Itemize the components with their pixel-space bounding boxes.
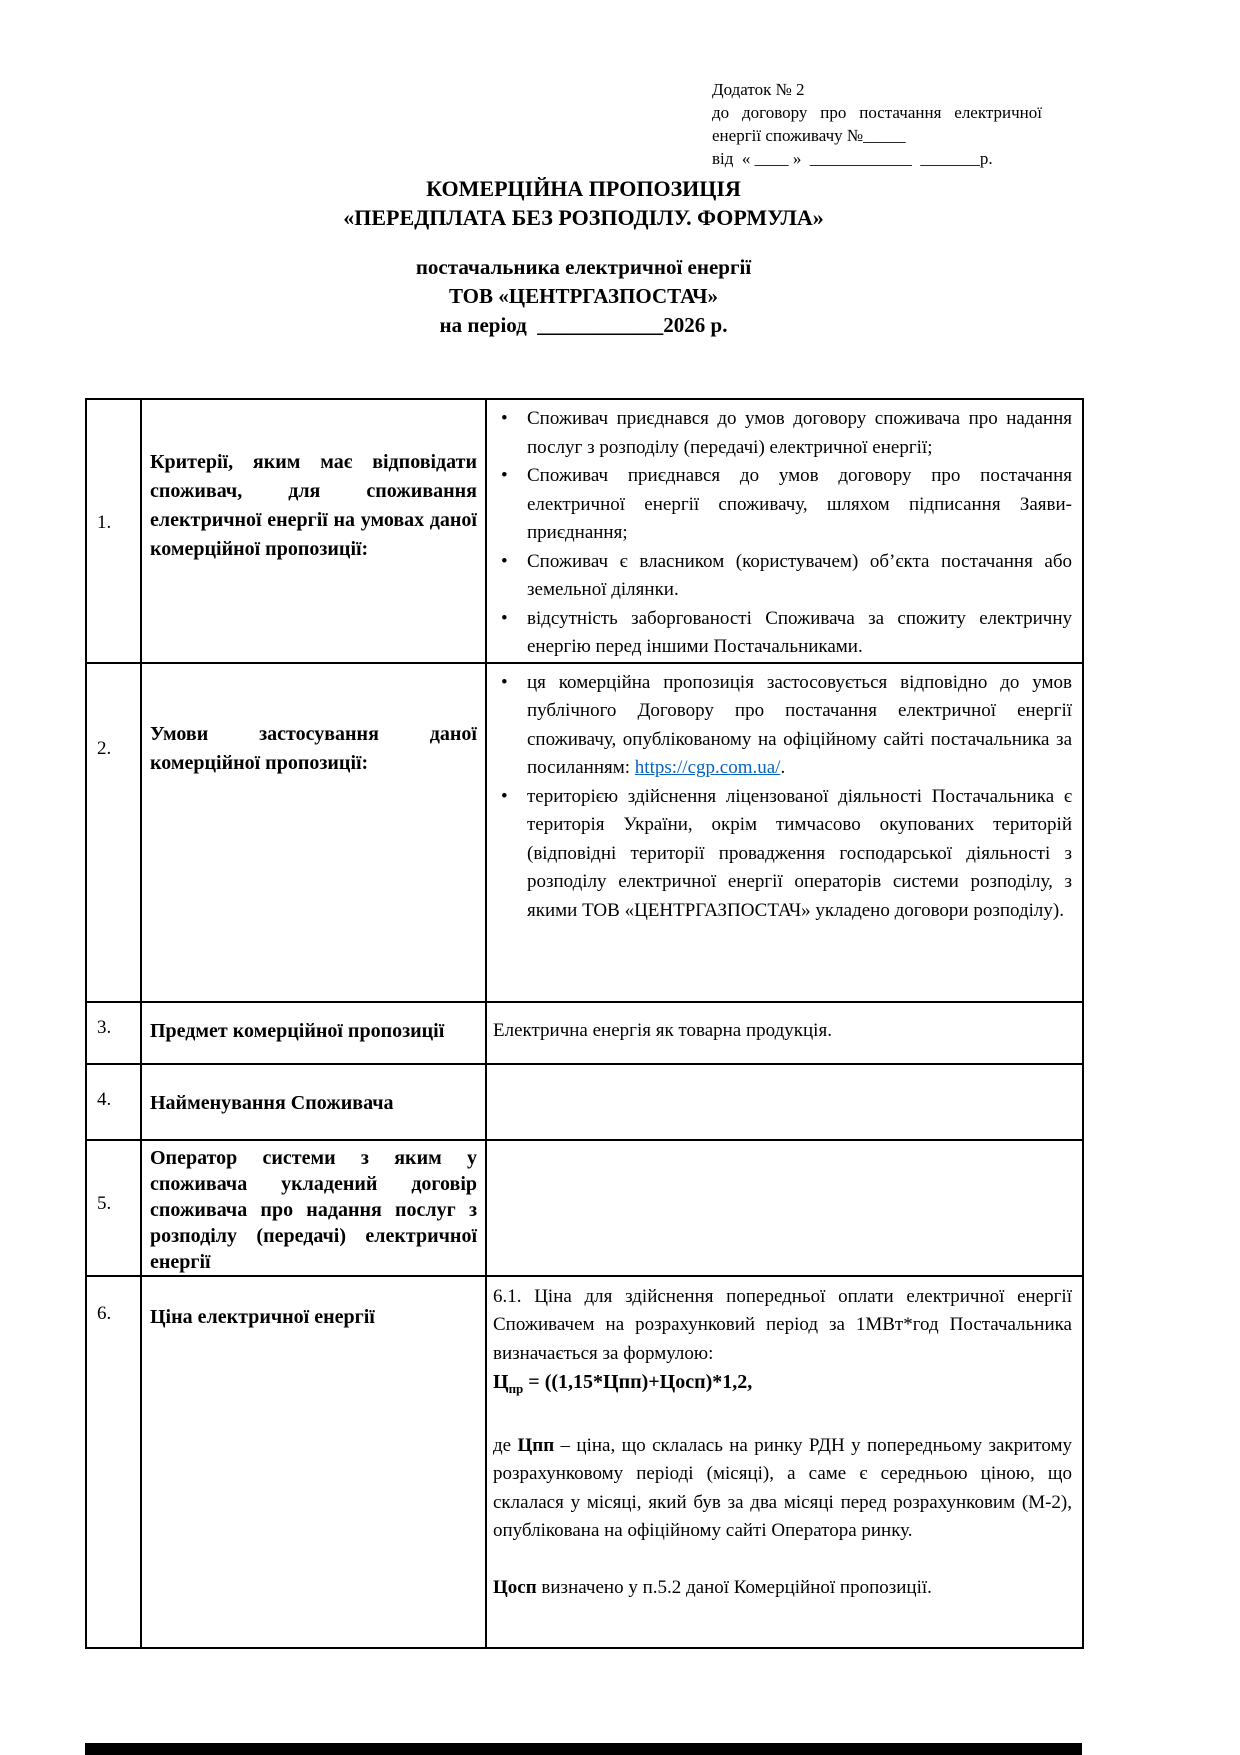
price-definition-cpp — [493, 1432, 1072, 1546]
cosp-term: Цосп — [493, 1576, 537, 1598]
price-intro-text: 6.1. Ціна для здійснення попередньої оплати електричної енергії Споживачем на розрахунковий період за 1МВт*год Постачальника визначається за формулою: — [493, 1285, 1072, 1364]
table-row-consumer-name — [86, 1064, 1083, 1140]
price-formula — [493, 1368, 1072, 1404]
proposal-table — [85, 398, 1084, 1649]
criteria-item-text: Споживач приєднався до умов договору про постачання електричної енергії споживачу, шляхом підписання Заяви-приєднання; — [527, 465, 1072, 543]
conditions-text-after-link: . — [780, 757, 786, 778]
bullet-icon: • — [501, 785, 508, 807]
bullet-icon: • — [501, 408, 508, 429]
row-content-empty — [486, 1140, 1083, 1276]
document-titles — [85, 174, 1082, 340]
row-label: Предмет комерційної пропозиції — [141, 1002, 486, 1064]
table-row-subject — [86, 1002, 1083, 1064]
subject-text: Електрична енергія як товарна продукція. — [493, 1019, 832, 1041]
table-row-system-operator — [86, 1140, 1083, 1276]
row-label: Ціна електричної енергії — [141, 1276, 486, 1648]
supplier-site-link[interactable]: https://cgp.com.ua/ — [634, 757, 781, 778]
row-content — [486, 1276, 1083, 1648]
list-item — [493, 783, 1072, 926]
price-definition-cosp — [493, 1574, 1072, 1603]
annex-date-line: від « ____ » ____________ _______р. — [712, 149, 993, 168]
list-item — [493, 605, 1072, 662]
annex-consumer-line: енергії споживачу №_____ — [712, 126, 906, 145]
list-item — [493, 462, 1072, 548]
table-row-conditions — [86, 663, 1083, 1002]
annex-contract-line: до договору про постачання електричної — [712, 103, 1042, 122]
conditions-item-text: територією здійснення ліцензованої діяльності Постачальника є територія України, окрім тимчасово окупованих територій (відповідні території провадження господарської діяльності з розподілу електричної енергії операторів системи розподілу, з якими ТОВ «ЦЕНТРГАЗПОСТАЧ» укладено договори розподілу). — [527, 785, 1072, 921]
table-row-criteria — [86, 399, 1083, 663]
formula-symbol: Ц — [493, 1371, 509, 1393]
criteria-item-text: Споживач приєднався до умов договору споживача про надання послуг з розподілу (передачі) електричної енергії; — [527, 408, 1072, 458]
row-number: 3. — [86, 1002, 141, 1064]
list-item — [493, 405, 1072, 462]
period-line: на період ____________2026 р. — [439, 313, 728, 337]
row-number: 2. — [86, 663, 141, 1002]
doc-title: КОМЕРЦІЙНА ПРОПОЗИЦІЯ — [426, 176, 741, 201]
cosp-definition-text: визначено у п.5.2 даної Комерційної пропозиції. — [536, 1576, 932, 1598]
row-content — [486, 399, 1083, 663]
bullet-icon: • — [501, 607, 508, 629]
row-number: 6. — [86, 1276, 141, 1648]
row-content — [486, 1002, 1083, 1064]
table-row-price — [86, 1276, 1083, 1648]
row-number: 4. — [86, 1064, 141, 1140]
criteria-item-text: Споживач є власником (користувачем) об’єкта постачання або земельної ділянки. — [527, 550, 1072, 600]
formula-subscript: пр — [508, 1381, 524, 1396]
next-page-row-border — [85, 1743, 1082, 1755]
supplier-role-line: постачальника електричної енергії — [415, 255, 752, 279]
conditions-text-before-link: ця комерційна пропозиція застосовується відповідно до умов публічного Договору про постачання електричної енергії споживачу, опублікованому на офіційному сайті постачальника за посиланням: — [527, 671, 1072, 778]
row-content — [486, 663, 1083, 1002]
bullet-icon: • — [501, 671, 508, 693]
definition-prefix: де — [493, 1434, 518, 1456]
doc-subtitle: «ПЕРЕДПЛАТА БЕЗ РОЗПОДІЛУ. ФОРМУЛА» — [343, 205, 824, 230]
row-label: Оператор системи з яким у споживача укладений договір споживача про надання послуг з розподілу (передачі) електричної енергії — [141, 1140, 486, 1276]
list-item — [493, 669, 1072, 783]
row-content-empty — [486, 1064, 1083, 1140]
criteria-item-text: відсутність заборгованості Споживача за спожиту електричну енергію перед іншими Постачальниками. — [527, 607, 1072, 657]
cpp-term: Цпп — [517, 1434, 555, 1456]
company-name: ТОВ «ЦЕНТРГАЗПОСТАЧ» — [448, 284, 719, 308]
row-label: Критерії, яким має відповідати споживач, для споживання електричної енергії на умовах даної комерційної пропозиції: — [141, 399, 486, 663]
row-label: Найменування Споживача — [141, 1064, 486, 1140]
row-label: Умови застосування даної комерційної пропозиції: — [141, 663, 486, 1002]
annex-note — [712, 78, 1042, 170]
definition-text: – ціна, що склалась на ринку РДН у попередньому закритому розрахунковому періоді (місяці), а саме є середньою ціною, що склалася у місяці, який був за два місяці перед розрахунковим (М-2), опублікована на офіційному сайті Оператора ринку. — [493, 1434, 1072, 1541]
bullet-icon: • — [501, 465, 508, 486]
annex-number-line: Додаток № 2 — [712, 80, 805, 99]
formula-expression: = ((1,15*Цпп)+Цосп)*1,2, — [523, 1371, 753, 1393]
row-number: 1. — [86, 399, 141, 663]
conditions-item-text — [527, 669, 1072, 783]
row-number: 5. — [86, 1140, 141, 1276]
list-item — [493, 548, 1072, 605]
bullet-icon: • — [501, 550, 508, 572]
